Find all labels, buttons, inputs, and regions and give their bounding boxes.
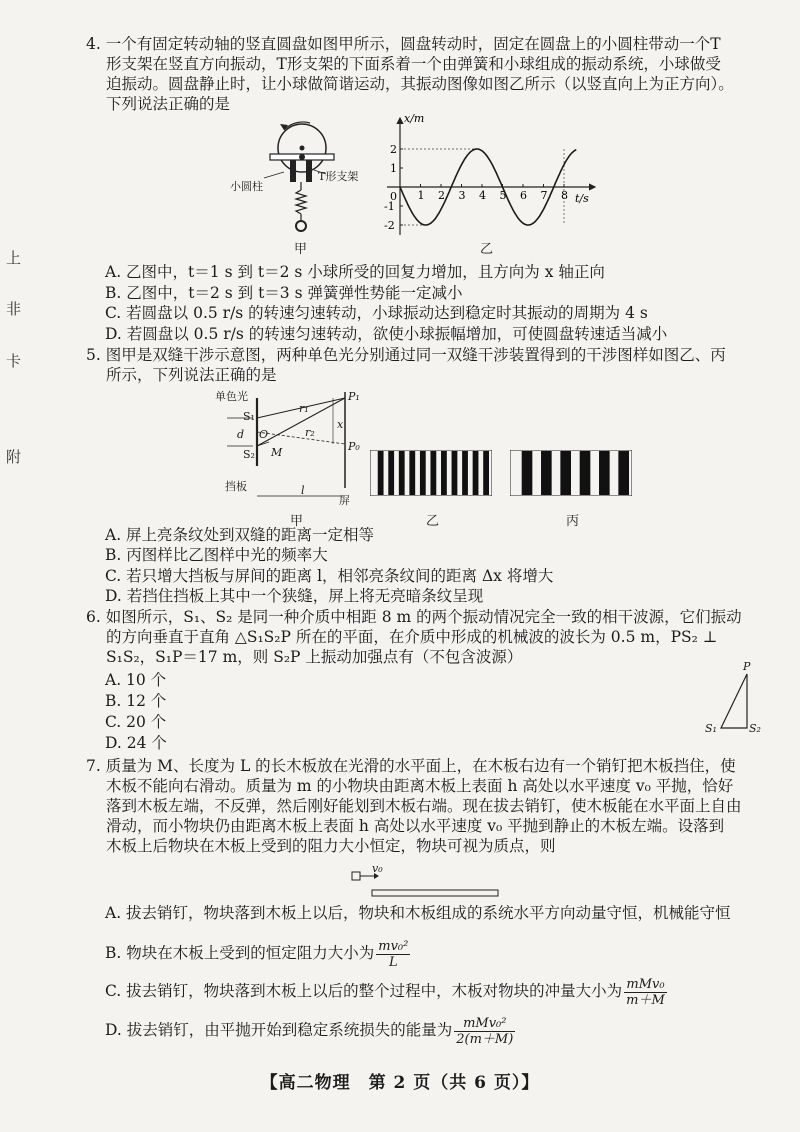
q6-option-d: D. 24 个 bbox=[105, 734, 167, 752]
q7-line-5: 木板上后物块在木板上受到的阻力大小恒定，物块可视为质点，则 bbox=[106, 837, 556, 855]
q6-line-1: 6. 如图所示，S₁、S₂ 是同一种介质中相距 8 m 的两个振动情况完全一致的相干波源，它们振动 bbox=[86, 608, 742, 626]
margin-char-4: 附 bbox=[6, 448, 22, 466]
q7-option-d-text: D. 拔去销钉，由平抛开始到稳定系统损失的能量为 bbox=[105, 1021, 453, 1039]
q7-option-b-text: B. 物块在木板上受到的恒定阻力大小为 bbox=[105, 944, 375, 962]
dark-fringe bbox=[473, 451, 479, 495]
vibration-graph bbox=[375, 110, 605, 240]
q7-option-c-numerator: mMv₀ bbox=[624, 977, 667, 993]
label-r2: r₂ bbox=[305, 426, 315, 439]
q4-line-4: 下列说法正确的是 bbox=[106, 95, 231, 113]
label-s2: S₂ bbox=[749, 722, 761, 735]
q4-caption-jia: 甲 bbox=[294, 242, 308, 257]
q7-option-c-fraction bbox=[624, 977, 667, 1008]
origin-label: 0 bbox=[390, 190, 397, 203]
dark-fringe bbox=[430, 451, 436, 495]
q5-figure-jia bbox=[215, 388, 365, 508]
margin-char-3: 卡 bbox=[6, 352, 22, 370]
q6-option-c: C. 20 个 bbox=[105, 713, 167, 731]
fringe-pattern-bing bbox=[510, 450, 632, 496]
dark-fringe bbox=[462, 451, 468, 495]
q5-line-2: 所示，下列说法正确的是 bbox=[106, 366, 277, 384]
q6-option-a: A. 10 个 bbox=[105, 671, 167, 689]
q4-option-d: D. 若圆盘以 0.5 r/s 的转速匀速转动，欲使小球振幅增加，可使圆盘转速适当减小 bbox=[105, 325, 668, 343]
dark-fringe bbox=[522, 451, 533, 495]
question-5-stem bbox=[86, 345, 771, 385]
dark-fringe bbox=[483, 451, 489, 495]
q5-caption-jia: 甲 bbox=[290, 514, 304, 529]
y-tick-label: -2 bbox=[384, 219, 395, 232]
q6-line-3: S₁S₂，S₁P＝17 m，则 S₂P 上振动加强点有（不包含波源） bbox=[106, 648, 523, 666]
margin-char-1: 上 bbox=[6, 249, 22, 267]
label-t-frame: T形支架 bbox=[318, 170, 359, 183]
x-tick-label: 4 bbox=[479, 189, 486, 202]
x-tick-label: 6 bbox=[520, 189, 527, 202]
q7-option-d-fraction bbox=[454, 1016, 515, 1047]
label-s2: S₂ bbox=[243, 448, 255, 461]
label-p0: P₀ bbox=[348, 440, 360, 453]
question-7-stem bbox=[86, 756, 771, 856]
dark-fringe bbox=[388, 451, 394, 495]
q5-option-c: C. 若只增大挡板与屏间的距离 l，相邻亮条纹间的距离 Δx 将增大 bbox=[105, 567, 554, 585]
fringe-pattern-yi bbox=[370, 450, 492, 496]
dark-fringe bbox=[399, 451, 405, 495]
q6-option-b: B. 12 个 bbox=[105, 692, 167, 710]
label-s1: S₁ bbox=[243, 410, 255, 423]
q5-line-1: 5. 图甲是双缝干涉示意图，两种单色光分别通过同一双缝干涉装置得到的干涉图样如图乙、丙 bbox=[86, 346, 726, 364]
x-tick-label: 2 bbox=[438, 189, 445, 202]
dark-fringe bbox=[560, 451, 571, 495]
x-tick-label: 1 bbox=[417, 189, 425, 202]
q7-option-d-denominator: 2(m＋M) bbox=[456, 1031, 514, 1047]
dark-fringe bbox=[378, 451, 384, 495]
q4-caption-yi: 乙 bbox=[480, 242, 494, 257]
q5-option-d: D. 若挡住挡板上其中一个狭缝，屏上将无亮暗条纹呈现 bbox=[105, 587, 484, 605]
dark-fringe bbox=[580, 451, 591, 495]
page-footer: 【高二物理 第 2 页（共 6 页）】 bbox=[260, 1073, 540, 1093]
label-o: O bbox=[259, 428, 269, 441]
q7-option-b-numerator: mv₀² bbox=[378, 938, 409, 954]
q6-line-2: 的方向垂直于直角 △S₁S₂P 所在的平面，在介质中形成的机械波的波长为 0.5 m，PS₂ ⊥ bbox=[106, 628, 718, 646]
q4-line-1: 4. 一个有固定转动轴的竖直圆盘如图甲所示，圆盘转动时，固定在圆盘上的小圆柱带动一个T bbox=[86, 35, 721, 53]
dark-fringe bbox=[409, 451, 415, 495]
label-screen: 屏 bbox=[339, 494, 350, 507]
q5-caption-bing: 丙 bbox=[566, 514, 580, 529]
dark-fringe bbox=[599, 451, 610, 495]
label-baffle: 挡板 bbox=[225, 480, 247, 493]
y-tick-label: -1 bbox=[384, 200, 395, 213]
y-tick-label: 1 bbox=[390, 162, 397, 175]
q4-option-a: A. 乙图中，t＝1 s 到 t＝2 s 小球所受的回复力增加，且方向为 x 轴正向 bbox=[105, 263, 605, 281]
x-tick-label: 7 bbox=[540, 189, 548, 202]
q7-option-d-numerator: mMv₀² bbox=[454, 1016, 515, 1032]
x-tick-label: 8 bbox=[561, 189, 568, 202]
q4-line-3: 迫振动。圆盘静止时，让小球做简谐运动，其振动图像如图乙所示（以竖直向上为正方向）。 bbox=[106, 75, 734, 93]
label-s1: S₁ bbox=[705, 722, 717, 735]
dark-fringe bbox=[618, 451, 629, 495]
label-v0: v₀ bbox=[372, 862, 383, 875]
question-4-stem bbox=[86, 34, 771, 114]
q7-option-a: A. 拔去销钉，物块落到木板上以后，物块和木板组成的系统水平方向动量守恒，机械能守恒 bbox=[105, 904, 731, 922]
dark-fringe bbox=[441, 451, 447, 495]
q7-line-4: 滑动，而小物块仍由距离木板上表面 h 高处以水平速度 v₀ 平抛到静止的木板左端。设落到 bbox=[106, 817, 725, 835]
label-d: d bbox=[237, 428, 245, 441]
q7-option-c-text: C. 拔去销钉，物块落到木板上以后的整个过程中，木板对物块的冲量大小为 bbox=[105, 982, 623, 1000]
q5-option-a: A. 屏上亮条纹处到双缝的距离一定相等 bbox=[105, 526, 375, 544]
q4-line-2: 形支架在竖直方向振动，T形支架的下面系着一个由弹簧和小球组成的振动系统，小球做受 bbox=[106, 55, 721, 73]
label-p1: P₁ bbox=[348, 390, 360, 403]
q5-caption-yi: 乙 bbox=[426, 514, 440, 529]
label-monochromatic-light: 单色光 bbox=[215, 390, 248, 403]
margin-char-2: 非 bbox=[6, 300, 22, 318]
dark-fringe bbox=[452, 451, 458, 495]
q7-board-figure bbox=[348, 860, 508, 900]
x-axis-label: t/s bbox=[575, 192, 589, 205]
label-l: l bbox=[301, 484, 305, 497]
x-tick-label: 5 bbox=[499, 189, 507, 202]
dark-fringe bbox=[420, 451, 426, 495]
q7-option-d bbox=[105, 1012, 517, 1048]
q7-option-b-denominator: L bbox=[388, 954, 398, 970]
q7-line-1: 7. 质量为 M、长度为 L 的长木板放在光滑的水平面上，在木板右边有一个销钉把木板挡住，使 bbox=[86, 757, 736, 775]
label-r1: r₁ bbox=[299, 402, 309, 415]
q7-line-3: 落到木板左端，不反弹，然后刚好能划到木板右端。现在拔去销钉，使木板能在水平面上自由 bbox=[106, 797, 742, 815]
q5-option-b: B. 丙图样比乙图样中光的频率大 bbox=[105, 546, 328, 564]
q7-option-b-fraction bbox=[376, 939, 410, 970]
x-tick-label: 3 bbox=[458, 189, 466, 202]
q4-option-b: B. 乙图中，t＝2 s 到 t＝3 s 弹簧弹性势能一定减小 bbox=[105, 284, 463, 302]
label-p: P bbox=[743, 660, 751, 673]
y-tick-label: 2 bbox=[390, 143, 397, 156]
q7-option-c-denominator: m＋M bbox=[626, 992, 665, 1008]
label-small-cylinder: 小圆柱 bbox=[230, 180, 263, 193]
q7-option-c bbox=[105, 973, 669, 1009]
label-x: x bbox=[337, 418, 344, 431]
dark-fringe bbox=[541, 451, 552, 495]
label-m: M bbox=[271, 446, 283, 459]
y-axis-label: x/m bbox=[404, 112, 425, 125]
q7-line-2: 木板不能向右滑动。质量为 m 的小物块由距离木板上表面 h 高处以水平速度 v₀ 平抛，恰好 bbox=[106, 777, 734, 795]
q7-option-b bbox=[105, 935, 412, 971]
q4-option-c: C. 若圆盘以 0.5 r/s 的转速匀速转动，小球振动达到稳定时其振动的周期为 4 s bbox=[105, 304, 648, 322]
question-6-stem bbox=[86, 607, 771, 667]
q6-triangle-figure bbox=[705, 660, 775, 740]
